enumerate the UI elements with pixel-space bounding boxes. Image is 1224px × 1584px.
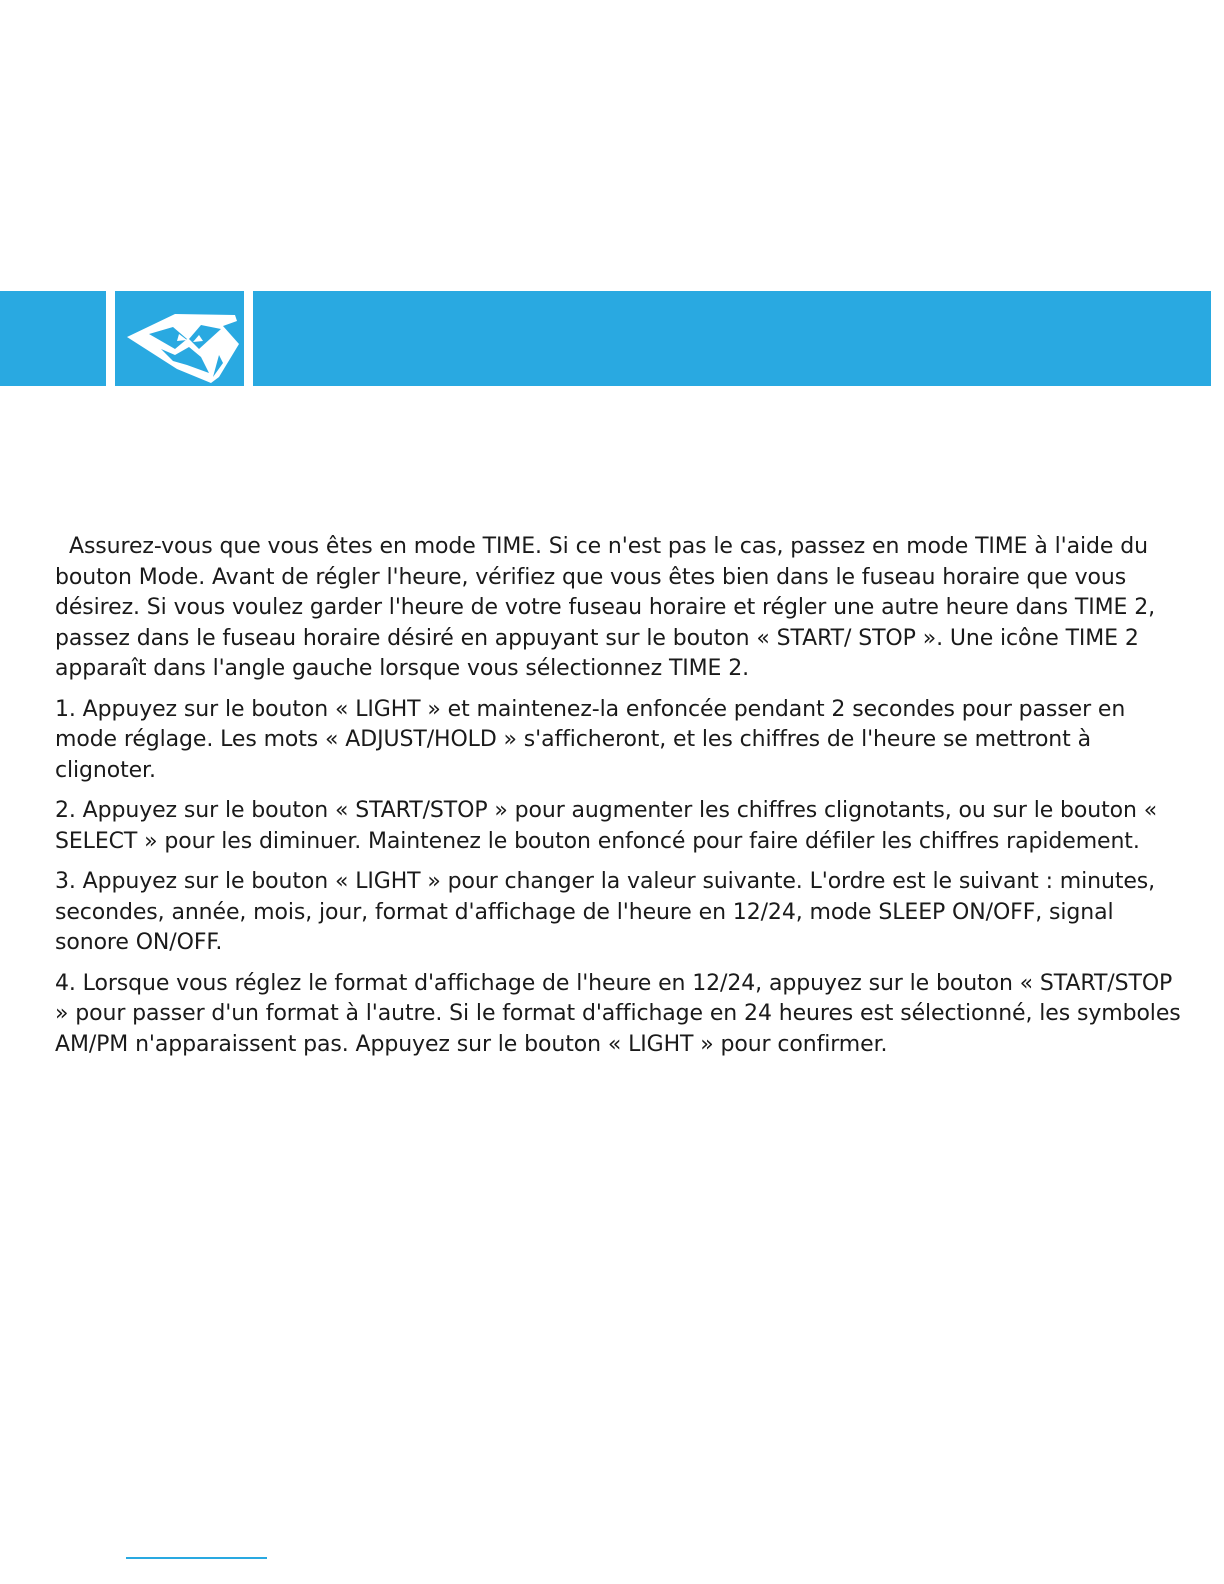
step-3: 3. Appuyez sur le bouton « LIGHT » pour changer la valeur suivante. L'ordre est le suivant : minutes, secondes, année, mois, jour, format d'affichage de l'heure en 12/24, mode SLEEP ON/OFF, signal sonore ON/OFF. bbox=[55, 869, 1156, 955]
intro-paragraph: Assurez-vous que vous êtes en mode TIME. Si ce n'est pas le cas, passez en mode TIME à l'aide du bouton Mode. Avant de régler l'heure, vérifiez que vous êtes bien dans le fuseau horaire que vous désirez. Si vous voulez garder l'heure de votre fuseau horaire et régler une autre heure dans TIME 2, passez dans le fuseau horaire désiré en appuyant sur le bouton « START/ STOP ». Une icône TIME 2 apparaît dans l'angle gauche lorsque vous sélectionnez TIME 2. bbox=[55, 534, 1156, 681]
header-banner-left bbox=[0, 291, 106, 386]
step-2: 2. Appuyez sur le bouton « START/STOP » pour augmenter les chiffres clignotants, ou sur le bouton « SELECT » pour les diminuer. Maintenez le bouton enfoncé pour faire défiler les chiffres rapidement. bbox=[55, 798, 1158, 854]
footer-divider bbox=[126, 1557, 267, 1559]
instructions-body bbox=[55, 532, 1185, 1070]
header-banner-right bbox=[253, 291, 1211, 386]
brand-logo bbox=[115, 291, 244, 386]
heart-logo-icon bbox=[115, 291, 244, 386]
step-4: 4. Lorsque vous réglez le format d'affichage de l'heure en 12/24, appuyez sur le bouton « START/STOP » pour passer d'un format à l'autre. Si le format d'affichage en 24 heures est sélectionné, les symboles AM/PM n'apparaissent pas. Appuyez sur le bouton « LIGHT » pour confirmer. bbox=[55, 970, 1181, 1057]
step-1: 1. Appuyez sur le bouton « LIGHT » et maintenez-la enfoncée pendant 2 secondes pour passer en mode réglage. Les mots « ADJUST/HOLD » s'afficheront, et les chiffres de l'heure se mettront à clignoter. bbox=[55, 696, 1126, 783]
